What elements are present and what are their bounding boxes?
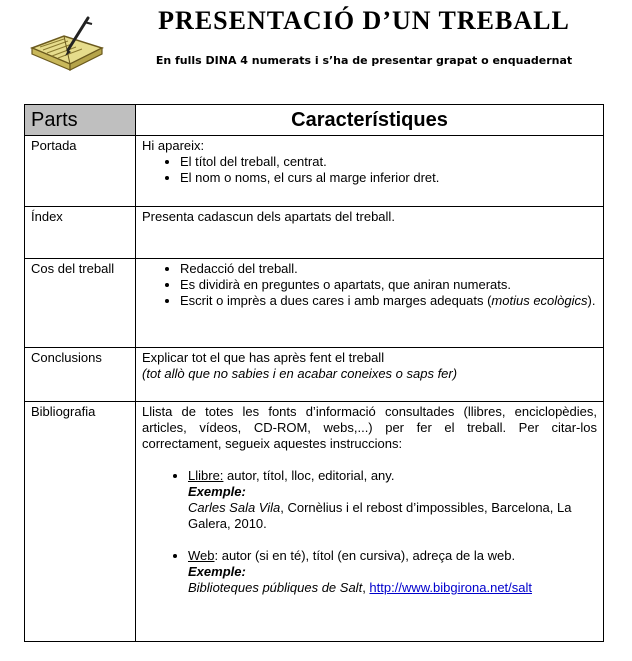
conclusions-line1: Explicar tot el que has après fent el treball (142, 350, 385, 365)
row-cos (25, 259, 604, 348)
row-portada (25, 136, 604, 207)
col-header-features: Característiques (136, 105, 604, 136)
web-example-label: Exemple: (188, 564, 246, 579)
label-portada: Portada (25, 136, 136, 207)
content-cos (136, 259, 604, 348)
label-cos: Cos del treball (25, 259, 136, 348)
row-conclusions (25, 348, 604, 402)
conclusions-line2: (tot allò que no sabies i en acabar coneixes o saps fer) (142, 366, 458, 381)
portada-list (142, 154, 597, 186)
col-header-parts: Parts (25, 105, 136, 136)
cos-item3-post: ). (587, 293, 596, 308)
llibre-example-rest: , Cornèlius i el rebost d’impossibles, Barcelona, La Galera, 2010. (188, 500, 572, 531)
list-item (188, 548, 597, 596)
content-portada (136, 136, 604, 207)
web-example (188, 580, 597, 596)
llibre-example-label: Exemple: (188, 484, 246, 499)
page-subtitle: En fulls DINA 4 numerats i s’ha de presentar grapat o enquadernat (155, 54, 573, 67)
page-title: PRESENTACIÓ D’UN TREBALL (158, 6, 570, 35)
header-row (25, 105, 604, 136)
content-conclusions (136, 348, 604, 402)
bibliografia-list (142, 468, 597, 596)
portada-intro: Hi apareix: (142, 138, 205, 153)
content-index: Presenta cadascun dels apartats del treball. (136, 207, 604, 259)
web-example-sep: , (362, 580, 370, 595)
cos-item3-pre: Escrit o imprès a dues cares i amb marges adequats ( (180, 293, 492, 308)
list-item (180, 293, 597, 309)
llibre-example (188, 500, 597, 532)
web-label: Web (188, 548, 215, 563)
row-bibliografia (25, 402, 604, 642)
list-item: • Es dividirà en preguntes o apartats, que aniran numerats. (180, 277, 597, 293)
web-text: : autor (si en té), títol (en cursiva), adreça de la web. (214, 548, 516, 563)
content-bibliografia (136, 402, 604, 642)
list-item: • El títol del treball, centrat. (180, 154, 597, 170)
web-example-title: Biblioteques públiques de Salt (188, 580, 363, 595)
cos-item3-em: motius ecològics (491, 293, 588, 308)
book-with-pen-icon (28, 14, 108, 74)
llibre-label: Llibre: (188, 468, 224, 483)
row-index (25, 207, 604, 259)
web-example-link[interactable]: http://www.bibgirona.net/salt (369, 580, 533, 595)
presentation-table (24, 104, 604, 642)
list-item: • El nom o noms, el curs al marge inferior dret. (180, 170, 597, 186)
cos-list (142, 261, 597, 309)
list-item: • Redacció del treball. (180, 261, 597, 277)
list-item (188, 468, 597, 548)
llibre-text: autor, títol, lloc, editorial, any. (223, 468, 395, 483)
label-index: Índex (25, 207, 136, 259)
label-conclusions: Conclusions (25, 348, 136, 402)
label-bibliografia: Bibliografia (25, 402, 136, 642)
llibre-example-author: Carles Sala Vila (188, 500, 281, 515)
bibliografia-intro: Llista de totes les fonts d’informació consultades (llibres, enciclopèdies, articles, vídeos, CD-ROM, webs,...) per fer el treball. Per citar-los correctament, segueix aquestes instruccions: (142, 404, 597, 451)
